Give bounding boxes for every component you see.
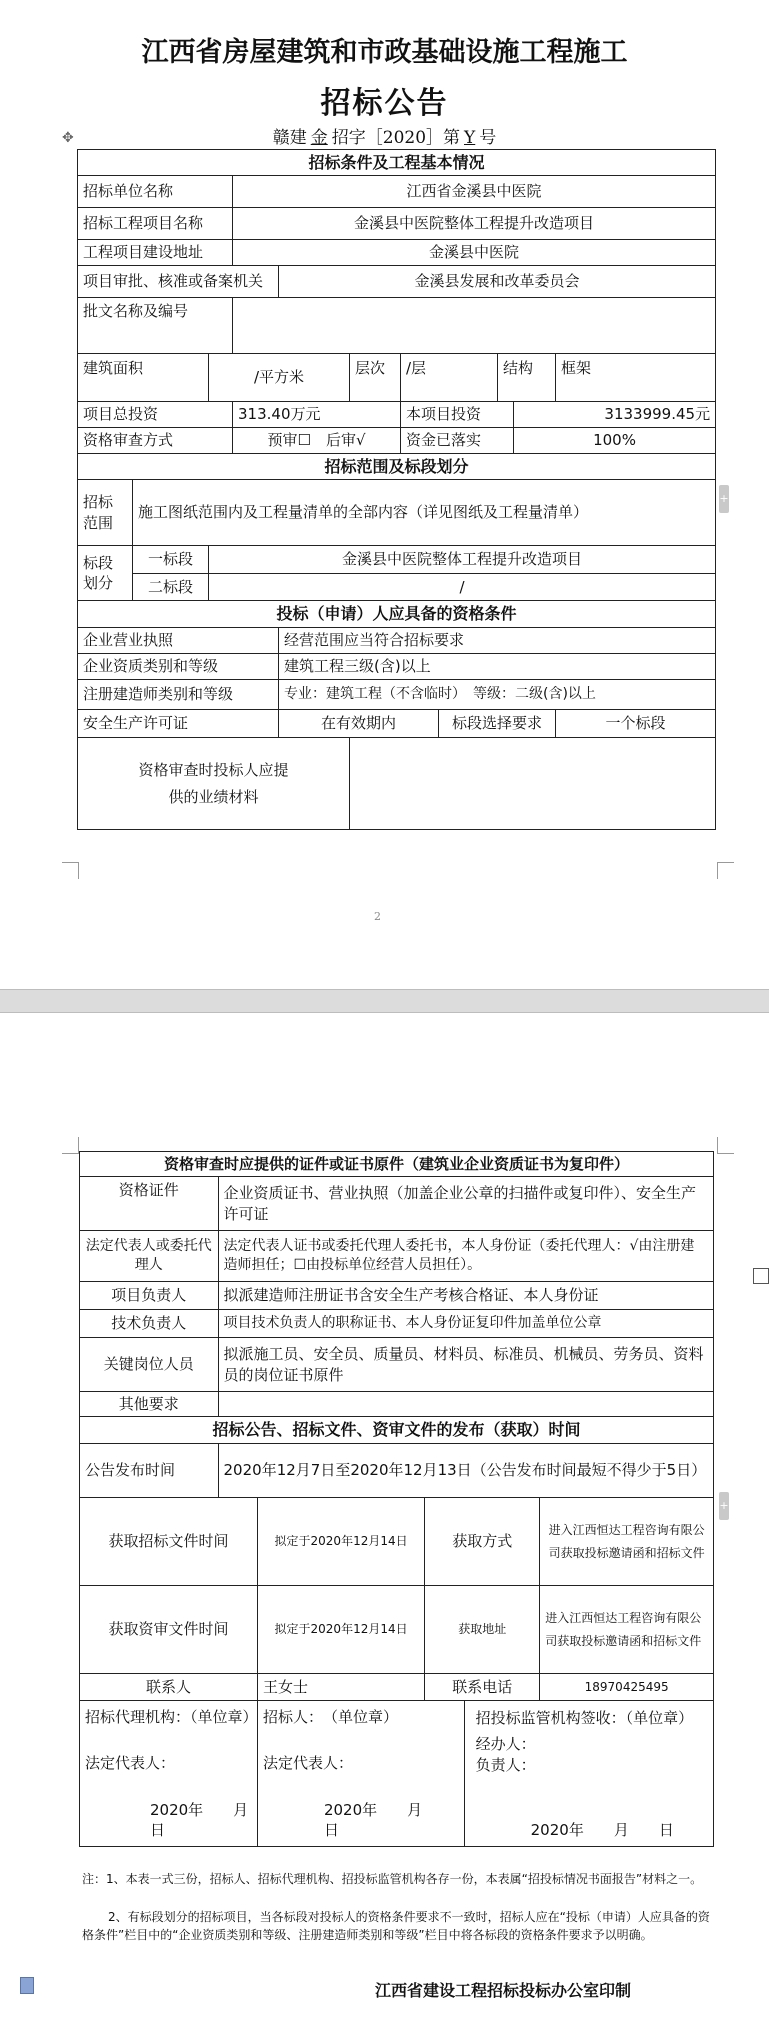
get-method-label: 获取方式 xyxy=(425,1498,540,1586)
constructor-grade-value[interactable]: 专业：建筑工程（不含临时） 等级：二级(含)以上 xyxy=(279,680,716,710)
document-title: 江西省房屋建筑和市政基础设施工程施工 xyxy=(141,37,628,68)
pre-review-option[interactable]: 预审☐ xyxy=(267,431,311,450)
tender-doc-time-label: 获取招标文件时间 xyxy=(80,1498,258,1586)
docno-suffix: 号 xyxy=(479,128,497,148)
other-requirements-value[interactable] xyxy=(218,1392,713,1417)
margin-corner-mark xyxy=(62,862,79,879)
business-license-label: 企业营业执照 xyxy=(78,628,279,654)
section-heading-qualifications: 投标（申请）人应具备的资格条件 xyxy=(78,601,716,628)
project-name-label: 招标工程项目名称 xyxy=(78,208,233,240)
footer-printer: 江西省建设工程招标投标办公室印制 xyxy=(375,1981,632,2000)
structure-value[interactable]: 框架 xyxy=(556,354,716,402)
floors-label: 层次 xyxy=(350,354,401,402)
post-review-option[interactable]: 后审√ xyxy=(325,431,366,450)
fund-ready-label: 资金已落实 xyxy=(401,428,514,454)
lot-choice-value[interactable]: 一个标段 xyxy=(556,710,716,738)
page-gap xyxy=(0,990,769,1012)
publish-time-value[interactable]: 2020年12月7日至2020年12月13日（公告发布时间最短不得少于5日） xyxy=(218,1444,713,1498)
checkbox-icon[interactable] xyxy=(753,1268,769,1284)
approval-authority-value[interactable]: 金溪县发展和改革委员会 xyxy=(279,266,716,298)
supervisor-handler-label: 经办人： xyxy=(475,1735,536,1754)
safety-permit-label: 安全生产许可证 xyxy=(78,710,279,738)
docno-fill-2: Y xyxy=(464,128,476,148)
agency-rep-label: 法定代表人： xyxy=(85,1754,176,1773)
section-heading-documents: 资格审查时应提供的证件或证书原件（建筑业企业资质证书为复印件） xyxy=(80,1152,714,1177)
project-name-value[interactable]: 金溪县中医院整体工程提升改造项目 xyxy=(233,208,716,240)
lots-label: 标段划分 xyxy=(78,546,133,601)
project-manager-value[interactable]: 拟派建造师注册证书含安全生产考核合格证、本人身份证 xyxy=(218,1282,713,1310)
business-license-value[interactable]: 经营范围应当符合招标要求 xyxy=(279,628,716,654)
project-address-value[interactable]: 金溪县中医院 xyxy=(233,240,716,266)
get-address-label: 获取地址 xyxy=(425,1586,540,1674)
review-doc-time-label: 获取资审文件时间 xyxy=(80,1586,258,1674)
docno-middle: 招字［2020］第 xyxy=(331,128,461,148)
publish-time-label: 公告发布时间 xyxy=(80,1444,219,1498)
tenderer-signature-cell xyxy=(257,1701,464,1847)
tenderer-rep-label: 法定代表人： xyxy=(262,1754,353,1773)
approval-authority-label: 项目审批、核准或备案机关 xyxy=(78,266,279,298)
key-staff-label: 关键岗位人员 xyxy=(80,1338,219,1392)
project-manager-label: 项目负责人 xyxy=(80,1282,219,1310)
other-requirements-label: 其他要求 xyxy=(80,1392,219,1417)
add-row-handle-icon[interactable]: + xyxy=(719,1492,729,1520)
performance-materials-label: 资格审查时投标人应提供的业绩材料 xyxy=(78,738,350,830)
project-address-label: 工程项目建设地址 xyxy=(78,240,233,266)
tech-lead-label: 技术负责人 xyxy=(80,1310,219,1338)
legal-rep-value[interactable]: 法定代表人证书或委托代理人委托书，本人身份证（委托代理人：√由注册建造师担任；☐由投标单位经营人员担任）。 xyxy=(218,1231,713,1282)
project-investment-label: 本项目投资 xyxy=(401,402,514,428)
add-row-handle-icon[interactable]: + xyxy=(719,485,729,513)
tender-conditions-table xyxy=(77,149,716,830)
agency-date: 2020年 月 日 xyxy=(150,1800,279,1839)
tender-doc-time-value[interactable]: 拟定于2020年12月14日 xyxy=(257,1498,424,1586)
certificates-value[interactable]: 企业资质证书、营业执照（加盖企业公章的扫描件或复印件）、安全生产许可证 xyxy=(218,1177,713,1231)
phone-value[interactable]: 18970425495 xyxy=(540,1674,714,1701)
margin-corner-mark xyxy=(717,862,734,879)
get-address-value[interactable]: 进入江西恒达工程咨询有限公司获取投标邀请函和招标文件 xyxy=(540,1586,714,1674)
floors-value[interactable]: /层 xyxy=(401,354,498,402)
total-investment-value[interactable]: 313.40万元 xyxy=(233,402,401,428)
approval-document-value[interactable] xyxy=(233,298,716,354)
lot1-value[interactable]: 金溪县中医院整体工程提升改造项目 xyxy=(209,546,716,574)
agency-seal-label: 招标代理机构：（单位章） xyxy=(85,1708,258,1726)
contact-label: 联系人 xyxy=(80,1674,258,1701)
section-heading-conditions: 招标条件及工程基本情况 xyxy=(78,150,716,176)
supervisor-seal-label: 招投标监管机构签收：（单位章） xyxy=(475,1709,694,1727)
phone-label: 联系电话 xyxy=(425,1674,540,1701)
lot2-label: 二标段 xyxy=(133,574,209,601)
qualification-grade-label: 企业资质类别和等级 xyxy=(78,654,279,680)
page-divider xyxy=(0,1012,769,1013)
document-subtitle: 招标公告 xyxy=(320,86,449,121)
margin-corner-mark xyxy=(62,1137,79,1154)
tenderer-date: 2020年 月 日 xyxy=(323,1800,453,1839)
certificates-label: 资格证件 xyxy=(80,1177,219,1231)
performance-materials-value[interactable] xyxy=(350,738,716,830)
tenderer-label: 招标单位名称 xyxy=(78,176,233,208)
total-investment-label: 项目总投资 xyxy=(78,402,233,428)
docno-fill-1: 金 xyxy=(310,128,328,148)
document-number xyxy=(0,123,769,148)
lot-choice-label: 标段选择要求 xyxy=(439,710,556,738)
lot2-value[interactable]: / xyxy=(209,574,716,601)
supervisor-head-label: 负责人： xyxy=(475,1755,536,1774)
table-move-handle-icon[interactable]: ✥ xyxy=(62,130,74,146)
approval-document-label: 批文名称及编号 xyxy=(78,298,233,354)
constructor-grade-label: 注册建造师类别和等级 xyxy=(78,680,279,710)
supervisor-date: 2020年 月 日 xyxy=(530,1820,674,1839)
key-staff-value[interactable]: 拟派施工员、安全员、质量员、材料员、标准员、机械员、劳务员、资料员的岗位证书原件 xyxy=(218,1338,713,1392)
review-method-value[interactable] xyxy=(233,428,401,454)
scope-label: 招标范围 xyxy=(78,480,133,546)
page-number: 2 xyxy=(374,910,381,923)
section-heading-schedule: 招标公告、招标文件、资审文件的发布（获取）时间 xyxy=(80,1417,714,1444)
review-doc-time-value[interactable]: 拟定于2020年12月14日 xyxy=(257,1586,424,1674)
fund-ready-value[interactable]: 100% xyxy=(514,428,716,454)
documents-table xyxy=(79,1151,714,1847)
tech-lead-value[interactable]: 项目技术负责人的职称证书、本人身份证复印件加盖单位公章 xyxy=(218,1310,713,1338)
floor-area-value[interactable]: /平方米 xyxy=(209,354,350,402)
qualification-grade-value[interactable]: 建筑工程三级(含)以上 xyxy=(279,654,716,680)
structure-label: 结构 xyxy=(498,354,556,402)
document-icon xyxy=(20,1977,34,1994)
agency-signature-cell xyxy=(80,1701,279,1847)
contact-value[interactable]: 王女士 xyxy=(257,1674,424,1701)
lot1-label: 一标段 xyxy=(133,546,209,574)
review-method-label: 资格审查方式 xyxy=(78,428,233,454)
supervisor-signature-cell xyxy=(464,1701,713,1847)
note-1: 注：1、本表一式三份，招标人、招标代理机构、招投标监管机构各存一份，本表属“招投标情况书面报告”材料之一。 xyxy=(82,1872,703,1886)
project-investment-value[interactable]: 3133999.45元 xyxy=(514,402,716,428)
margin-corner-mark xyxy=(717,1137,734,1154)
note-2: 2、有标段划分的招标项目，当各标段对投标人的资格条件要求不一致时，招标人应在“投标（申请）人应具备的资格条件”栏目中的“企业资质类别和等级、注册建造师类别和等级”栏目中将各标段的资格条件要求予以明确。 xyxy=(82,1910,710,1942)
scope-value[interactable]: 施工图纸范围内及工程量清单的全部内容（详见图纸及工程量清单） xyxy=(133,480,716,546)
get-method-value[interactable]: 进入江西恒达工程咨询有限公司获取投标邀请函和招标文件 xyxy=(540,1498,714,1586)
floor-area-label: 建筑面积 xyxy=(78,354,209,402)
tenderer-seal-label: 招标人： （单位章） xyxy=(262,1708,398,1726)
safety-permit-value[interactable]: 在有效期内 xyxy=(279,710,439,738)
tenderer-value[interactable]: 江西省金溪县中医院 xyxy=(233,176,716,208)
section-heading-scope: 招标范围及标段划分 xyxy=(78,454,716,480)
docno-prefix: 赣建 xyxy=(272,128,307,148)
legal-rep-label: 法定代表人或委托代理人 xyxy=(80,1231,219,1282)
